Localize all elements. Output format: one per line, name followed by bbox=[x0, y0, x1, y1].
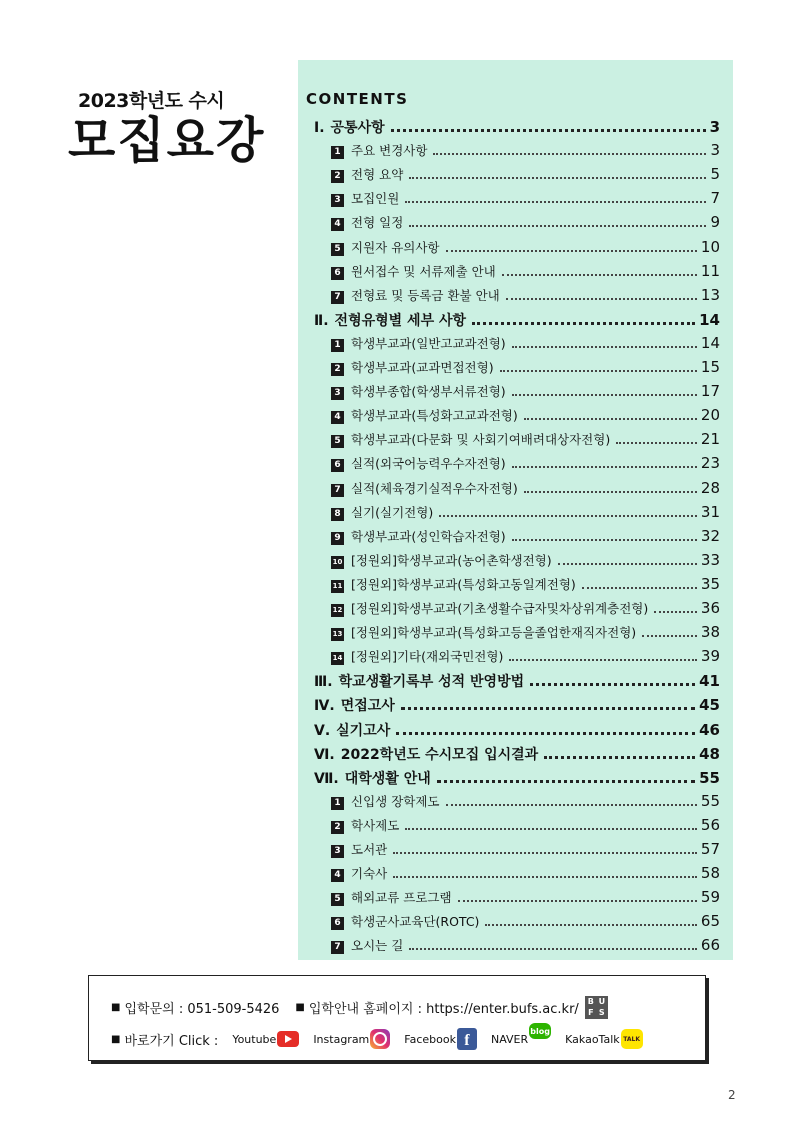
toc-number-badge: 2 bbox=[331, 170, 344, 183]
toc-section[interactable] bbox=[314, 310, 720, 332]
toc-item[interactable] bbox=[331, 382, 720, 404]
toc-section[interactable] bbox=[314, 671, 720, 693]
toc-page-number: 56 bbox=[700, 815, 720, 834]
toc-page-number: 58 bbox=[700, 864, 720, 883]
youtube-link[interactable]: Youtube bbox=[232, 1031, 299, 1047]
toc-section-numeral: Ⅳ. bbox=[314, 698, 335, 715]
toc-label: 실적(외국어능력우수자전형) bbox=[351, 456, 506, 472]
toc-label: 지원자 유의사항 bbox=[351, 239, 440, 255]
toc-page-number: 55 bbox=[700, 791, 720, 810]
toc-number-badge: 5 bbox=[331, 893, 344, 906]
toc-leader-dots bbox=[405, 828, 697, 830]
toc-label: [정원외]학생부교과(기초생활수급자및차상위계층전형) bbox=[351, 601, 649, 616]
toc-label: 전형 일정 bbox=[351, 215, 404, 231]
toc-item[interactable] bbox=[331, 912, 720, 934]
toc-leader-dots bbox=[524, 491, 697, 493]
toc-page-number: 31 bbox=[700, 502, 720, 521]
toc-number-badge: 6 bbox=[331, 267, 344, 280]
toc-item[interactable] bbox=[331, 334, 720, 356]
shortcut-label: 바로가기 Click : bbox=[124, 1033, 219, 1049]
toc-number-badge: 3 bbox=[331, 387, 344, 400]
info-box bbox=[88, 975, 706, 1061]
toc-number-badge: 3 bbox=[331, 194, 344, 207]
toc-label: 실기(실기전형) bbox=[351, 504, 434, 520]
toc-label: 도서관 bbox=[351, 842, 388, 857]
toc-label: 학생부교과(교과면접전형) bbox=[351, 360, 494, 375]
toc-leader-dots bbox=[506, 298, 697, 300]
toc-number-badge: 4 bbox=[331, 218, 344, 231]
toc-page-number: 48 bbox=[699, 744, 720, 763]
toc-item[interactable] bbox=[331, 479, 720, 501]
toc-item[interactable] bbox=[331, 165, 720, 187]
toc-section[interactable] bbox=[314, 695, 720, 717]
toc-leader-dots bbox=[502, 274, 697, 276]
toc-page-number: 45 bbox=[699, 696, 720, 715]
toc-leader-dots bbox=[558, 563, 697, 565]
toc-leader-dots bbox=[391, 129, 706, 132]
toc-leader-dots bbox=[439, 515, 697, 517]
toc-leader-dots bbox=[472, 322, 695, 325]
toc-leader-dots bbox=[409, 177, 706, 179]
toc-leader-dots bbox=[446, 804, 697, 806]
toc-item[interactable] bbox=[331, 189, 720, 211]
toc-number-badge: 9 bbox=[331, 532, 344, 545]
toc-page-number: 66 bbox=[700, 936, 720, 955]
toc-number-badge: 10 bbox=[331, 556, 344, 569]
toc-number-badge: 7 bbox=[331, 291, 344, 304]
toc-page-number: 17 bbox=[700, 382, 720, 401]
toc-leader-dots bbox=[582, 587, 697, 589]
toc-page-number: 55 bbox=[699, 768, 720, 787]
toc-label: 학생부교과(특성화고교과전형) bbox=[351, 408, 518, 424]
kakaotalk-link[interactable]: KakaoTalk TALK bbox=[565, 1029, 642, 1049]
youtube-icon[interactable] bbox=[277, 1031, 299, 1047]
toc-page-number: 3 bbox=[709, 118, 720, 136]
toc-leader-dots bbox=[512, 346, 697, 348]
toc-leader-dots bbox=[509, 659, 697, 661]
toc-section-numeral: Ⅶ. bbox=[314, 770, 339, 787]
toc-page-number: 9 bbox=[710, 213, 720, 232]
toc-number-badge: 1 bbox=[331, 146, 344, 159]
toc-number-badge: 13 bbox=[331, 628, 344, 641]
toc-item[interactable] bbox=[331, 213, 720, 235]
toc-section-numeral: Ⅰ. bbox=[314, 120, 325, 136]
page-title: 모집요강 bbox=[68, 112, 266, 169]
toc-label: 전형 요약 bbox=[351, 167, 404, 183]
toc-label: 기숙사 bbox=[351, 866, 388, 882]
toc-leader-dots bbox=[500, 370, 697, 372]
toc-section-numeral: Ⅲ. bbox=[314, 674, 333, 691]
page-number: 2 bbox=[728, 1088, 736, 1102]
toc-label: 주요 변경사항 bbox=[351, 143, 428, 159]
toc-label: 학생부교과(성인학습자전형) bbox=[351, 528, 506, 544]
facebook-icon[interactable]: f bbox=[457, 1028, 477, 1050]
bullet-square: ■ bbox=[111, 1033, 121, 1045]
toc-page-number: 28 bbox=[700, 478, 720, 497]
toc-leader-dots bbox=[458, 900, 697, 902]
toc-page-number: 65 bbox=[700, 912, 720, 931]
toc-page-number: 41 bbox=[699, 672, 720, 691]
toc-section[interactable] bbox=[314, 768, 720, 790]
toc-label: 2022학년도 수시모집 입시결과 bbox=[340, 746, 539, 763]
toc-label: [정원외]기타(재외국민전형) bbox=[351, 649, 504, 665]
toc-page-number: 11 bbox=[700, 261, 720, 280]
toc-item[interactable] bbox=[331, 575, 720, 597]
toc-page-number: 32 bbox=[700, 526, 720, 545]
toc-page-number: 46 bbox=[699, 720, 720, 739]
toc-number-badge: 5 bbox=[331, 243, 344, 256]
toc-number-badge: 5 bbox=[331, 435, 344, 448]
toc-label: 대학생활 안내 bbox=[344, 770, 431, 787]
toc-number-badge: 14 bbox=[331, 652, 344, 665]
toc-leader-dots bbox=[485, 924, 696, 926]
toc-page-number: 3 bbox=[710, 141, 720, 160]
toc-page-number: 14 bbox=[700, 333, 720, 352]
toc-page-number: 23 bbox=[700, 454, 720, 473]
toc-item[interactable] bbox=[331, 816, 720, 838]
toc-item[interactable] bbox=[331, 238, 720, 260]
toc-number-badge: 1 bbox=[331, 339, 344, 352]
facebook-link[interactable]: Facebook f bbox=[404, 1028, 477, 1050]
toc-number-badge: 6 bbox=[331, 917, 344, 930]
toc-leader-dots bbox=[616, 442, 697, 444]
toc-page-number: 33 bbox=[700, 550, 720, 569]
bullet-square: ■ bbox=[295, 1002, 305, 1013]
info-line-contact bbox=[111, 996, 608, 1019]
toc-page-number: 35 bbox=[700, 574, 720, 593]
naver-blog-icon[interactable]: blog bbox=[529, 1023, 551, 1039]
toc-label: 학교생활기록부 성적 반영방법 bbox=[338, 674, 525, 691]
toc-item[interactable] bbox=[331, 888, 720, 910]
toc-section-numeral: Ⅴ. bbox=[314, 722, 331, 739]
toc-page-number: 36 bbox=[700, 599, 720, 617]
toc-label: 실적(체육경기실적우수자전형) bbox=[351, 480, 518, 496]
toc-section-numeral: Ⅱ. bbox=[314, 312, 329, 329]
toc-leader-dots bbox=[409, 948, 697, 950]
toc-number-badge: 6 bbox=[331, 459, 344, 472]
toc-item[interactable] bbox=[331, 623, 720, 645]
toc-page-number: 20 bbox=[700, 406, 720, 425]
toc-item[interactable] bbox=[331, 551, 720, 573]
toc-item[interactable] bbox=[331, 840, 720, 862]
toc-label: 신입생 장학제도 bbox=[351, 793, 440, 809]
toc-section[interactable] bbox=[314, 720, 720, 742]
toc-leader-dots bbox=[512, 466, 697, 468]
toc-item[interactable] bbox=[331, 599, 720, 621]
toc-section[interactable] bbox=[314, 744, 720, 766]
toc-number-badge: 2 bbox=[331, 363, 344, 376]
toc-leader-dots bbox=[446, 250, 697, 252]
toc-item[interactable] bbox=[331, 864, 720, 886]
toc-leader-dots bbox=[512, 394, 697, 396]
toc-label: 오시는 길 bbox=[351, 938, 404, 954]
toc-label: 전형료 및 등록금 환불 안내 bbox=[351, 287, 500, 303]
toc-number-badge: 7 bbox=[331, 484, 344, 497]
toc-leader-dots bbox=[393, 852, 697, 854]
toc-item[interactable] bbox=[331, 792, 720, 814]
contents-heading: CONTENTS bbox=[306, 90, 409, 108]
homepage-link[interactable]: 입학안내 홈페이지 : https://enter.bufs.ac.kr/ bbox=[308, 1002, 579, 1017]
toc-label: 학생군사교육단(ROTC) bbox=[351, 914, 480, 930]
toc-page-number: 10 bbox=[700, 237, 720, 256]
inquiry-phone: 입학문의 : 051-509-5426 bbox=[124, 1002, 280, 1017]
toc-number-badge: 3 bbox=[331, 845, 344, 858]
toc-number-badge: 11 bbox=[331, 580, 344, 593]
instagram-icon[interactable] bbox=[370, 1029, 390, 1049]
kakaotalk-icon[interactable]: TALK bbox=[621, 1029, 643, 1049]
toc-label: 해외교류 프로그램 bbox=[351, 890, 452, 906]
toc-number-badge: 4 bbox=[331, 411, 344, 424]
toc-label: 면접고사 bbox=[340, 698, 395, 715]
toc-item[interactable] bbox=[331, 286, 720, 308]
toc-label: 실기고사 bbox=[336, 722, 391, 739]
toc-page-number: 21 bbox=[700, 430, 720, 449]
toc-number-badge: 7 bbox=[331, 941, 344, 954]
toc-leader-dots bbox=[530, 683, 695, 686]
toc-leader-dots bbox=[524, 418, 697, 420]
toc-label: [정원외]학생부교과(특성화고동일계전형) bbox=[351, 576, 576, 592]
toc-leader-dots bbox=[433, 153, 706, 155]
bullet-square: ■ bbox=[111, 1002, 121, 1013]
page-subtitle: 2023학년도 수시 bbox=[78, 90, 225, 112]
toc-leader-dots bbox=[437, 780, 695, 783]
toc-item[interactable] bbox=[331, 141, 720, 163]
toc-page-number: 39 bbox=[700, 647, 720, 666]
toc-number-badge: 4 bbox=[331, 869, 344, 882]
toc-label: 학생부교과(일반고교과전형) bbox=[351, 335, 506, 351]
naver-blog-link[interactable]: NAVER blog bbox=[491, 1031, 551, 1047]
toc-leader-dots bbox=[544, 756, 695, 759]
toc-leader-dots bbox=[405, 201, 706, 203]
toc-leader-dots bbox=[642, 635, 697, 637]
toc-leader-dots bbox=[393, 876, 697, 878]
toc-page-number: 59 bbox=[700, 888, 720, 907]
toc-page-number: 14 bbox=[699, 310, 720, 329]
toc-number-badge: 8 bbox=[331, 508, 344, 521]
info-line-shortcuts bbox=[111, 1028, 643, 1050]
toc-page-number: 15 bbox=[700, 358, 720, 376]
toc-label: [정원외]학생부교과(농어촌학생전형) bbox=[351, 552, 552, 568]
toc-leader-dots bbox=[401, 707, 695, 710]
toc-leader-dots bbox=[396, 732, 695, 735]
toc-label: 원서접수 및 서류제출 안내 bbox=[351, 263, 496, 279]
toc-item[interactable] bbox=[331, 503, 720, 525]
toc-page-number: 5 bbox=[710, 165, 720, 184]
toc-label: 공통사항 bbox=[330, 120, 385, 136]
toc-item[interactable] bbox=[331, 647, 720, 669]
toc-page-number: 13 bbox=[700, 285, 720, 304]
toc-label: 전형유형별 세부 사항 bbox=[334, 312, 467, 329]
toc-section[interactable] bbox=[314, 117, 720, 139]
toc-number-badge: 12 bbox=[331, 604, 344, 617]
toc-page-number: 38 bbox=[700, 623, 720, 642]
toc-number-badge: 1 bbox=[331, 797, 344, 810]
toc-leader-dots bbox=[512, 539, 697, 541]
toc-label: [정원외]학생부교과(특성화고등을졸업한재직자전형) bbox=[351, 625, 637, 641]
toc-label: 학생부교과(다문화 및 사회기여배려대상자전형) bbox=[351, 432, 611, 448]
toc-leader-dots bbox=[654, 611, 697, 613]
toc-label: 학사제도 bbox=[351, 817, 400, 833]
toc-item[interactable] bbox=[331, 406, 720, 428]
toc-leader-dots bbox=[409, 225, 706, 227]
toc-item[interactable] bbox=[331, 430, 720, 452]
toc-item[interactable] bbox=[331, 936, 720, 958]
toc-item[interactable] bbox=[331, 358, 720, 380]
toc-label: 학생부종합(학생부서류전형) bbox=[351, 384, 506, 400]
toc-item[interactable] bbox=[331, 527, 720, 549]
toc-number-badge: 2 bbox=[331, 821, 344, 834]
toc-section-numeral: Ⅵ. bbox=[314, 746, 335, 763]
toc-page-number: 57 bbox=[700, 840, 720, 858]
bufs-logo-icon: B U F S bbox=[585, 996, 608, 1019]
instagram-link[interactable]: Instagram bbox=[313, 1029, 390, 1049]
toc-page-number: 7 bbox=[710, 189, 720, 208]
toc-label: 모집인원 bbox=[351, 191, 400, 207]
toc-item[interactable] bbox=[331, 454, 720, 476]
toc-item[interactable] bbox=[331, 262, 720, 284]
